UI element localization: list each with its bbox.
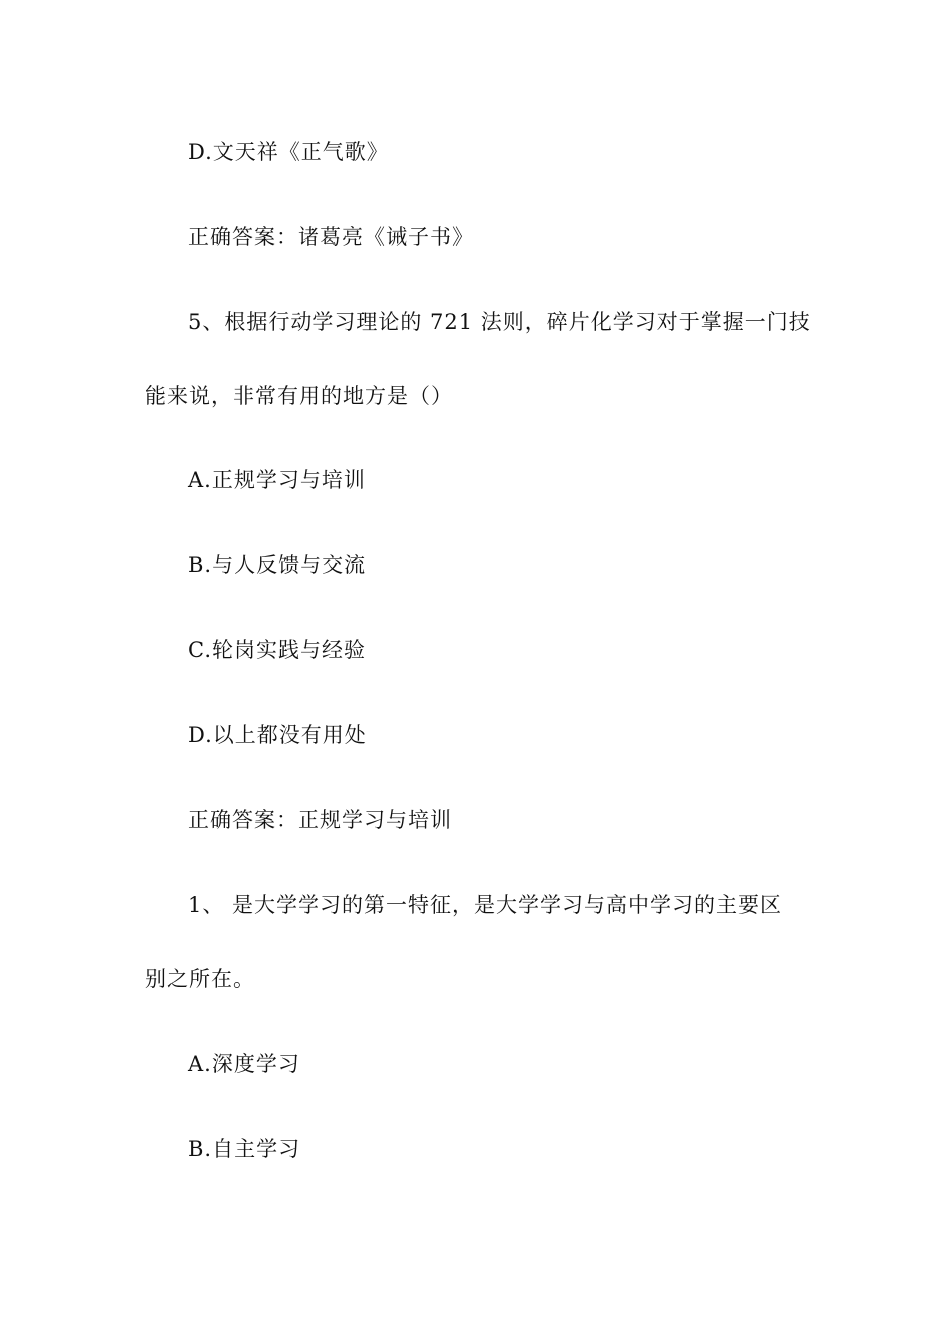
q1-option-a: A.深度学习 [188, 1052, 300, 1076]
q5-answer: 正确答案：正规学习与培训 [188, 808, 452, 832]
q1-stem-line-2: 别之所在。 [145, 967, 255, 991]
q5-option-c: C.轮岗实践与经验 [188, 638, 366, 662]
q4-answer: 正确答案：诸葛亮《诫子书》 [188, 225, 474, 249]
q5-option-b: B.与人反馈与交流 [188, 553, 367, 577]
q5-option-d: D.以上都没有用处 [188, 723, 367, 747]
q5-stem-line-2: 能来说，非常有用的地方是（） [145, 384, 453, 408]
q4-option-d: D.文天祥《正气歌》 [188, 140, 389, 164]
q5-stem-line-1: 5、根据行动学习理论的 721 法则，碎片化学习对于掌握一门技 [188, 310, 811, 334]
q5-option-a: A.正规学习与培训 [188, 468, 366, 492]
q1-stem-line-1: 1、 是大学学习的第一特征，是大学学习与高中学习的主要区 [188, 893, 783, 917]
q1-option-b: B.自主学习 [188, 1137, 301, 1161]
